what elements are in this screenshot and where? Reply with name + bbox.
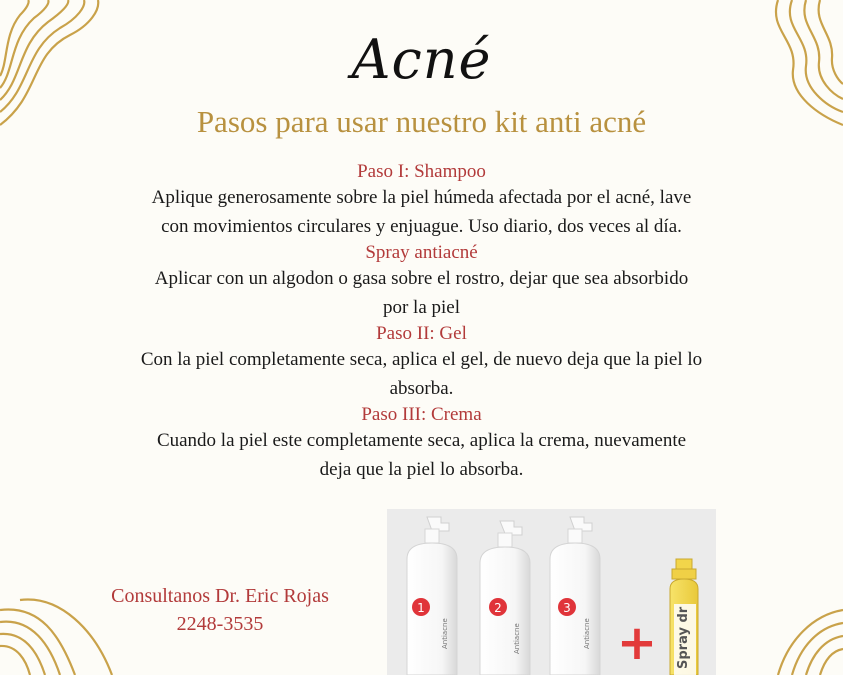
step-2-body	[70, 264, 773, 322]
bottle-2-label: Antiacne	[513, 623, 521, 654]
plus-icon: +	[616, 615, 658, 671]
step-3-line-1: Con la piel completamente seca, aplica el gel, de nuevo deja que la piel lo	[140, 349, 703, 370]
bottle-2-number: 2	[494, 601, 502, 615]
spray-bottle	[670, 559, 698, 675]
spray-label: Spray dr	[676, 606, 691, 669]
contact-phone: 2248-3535	[176, 613, 264, 635]
step-2-title: Spray antiacné	[365, 242, 478, 263]
step-3-line-2: absorba.	[389, 378, 454, 399]
step-3-title: Paso II: Gel	[376, 323, 467, 344]
page-title: Acné	[351, 28, 492, 91]
step-4-line-1: Cuando la piel este completamente seca, aplica la crema, nuevamente	[156, 430, 687, 451]
step-4-title: Paso III: Crema	[361, 404, 482, 425]
gold-swirl-bottom-right	[758, 605, 843, 675]
steps-section	[70, 160, 773, 484]
product-photo	[387, 509, 716, 675]
step-1-line-1: Aplique generosamente sobre la piel húmeda afectada por el acné, lave	[151, 187, 692, 208]
step-1-body	[70, 183, 773, 241]
page-subtitle: Pasos para usar nuestro kit anti acné	[196, 104, 647, 139]
bottle-1-label: Antiacne	[441, 618, 449, 649]
bottle-3-number: 3	[563, 601, 571, 615]
step-2-line-1: Aplicar con un algodon o gasa sobre el rostro, dejar que sea absorbido	[154, 268, 689, 289]
step-2-line-2: por la piel	[382, 297, 461, 318]
contact-doctor: Consultanos Dr. Eric Rojas	[111, 585, 329, 607]
product-kit-illustration	[387, 509, 716, 675]
bottle-3-label: Antiacne	[583, 618, 591, 649]
step-4-line-2: deja que la piel lo absorba.	[319, 459, 524, 480]
step-3-body	[70, 345, 773, 403]
step-4-body	[70, 426, 773, 484]
contact-info	[70, 582, 370, 638]
bottle-1-number: 1	[417, 601, 425, 615]
step-1-title: Paso I: Shampoo	[357, 161, 486, 182]
step-1-line-2: con movimientos circulares y enjuague. Uso diario, dos veces al día.	[161, 216, 682, 237]
